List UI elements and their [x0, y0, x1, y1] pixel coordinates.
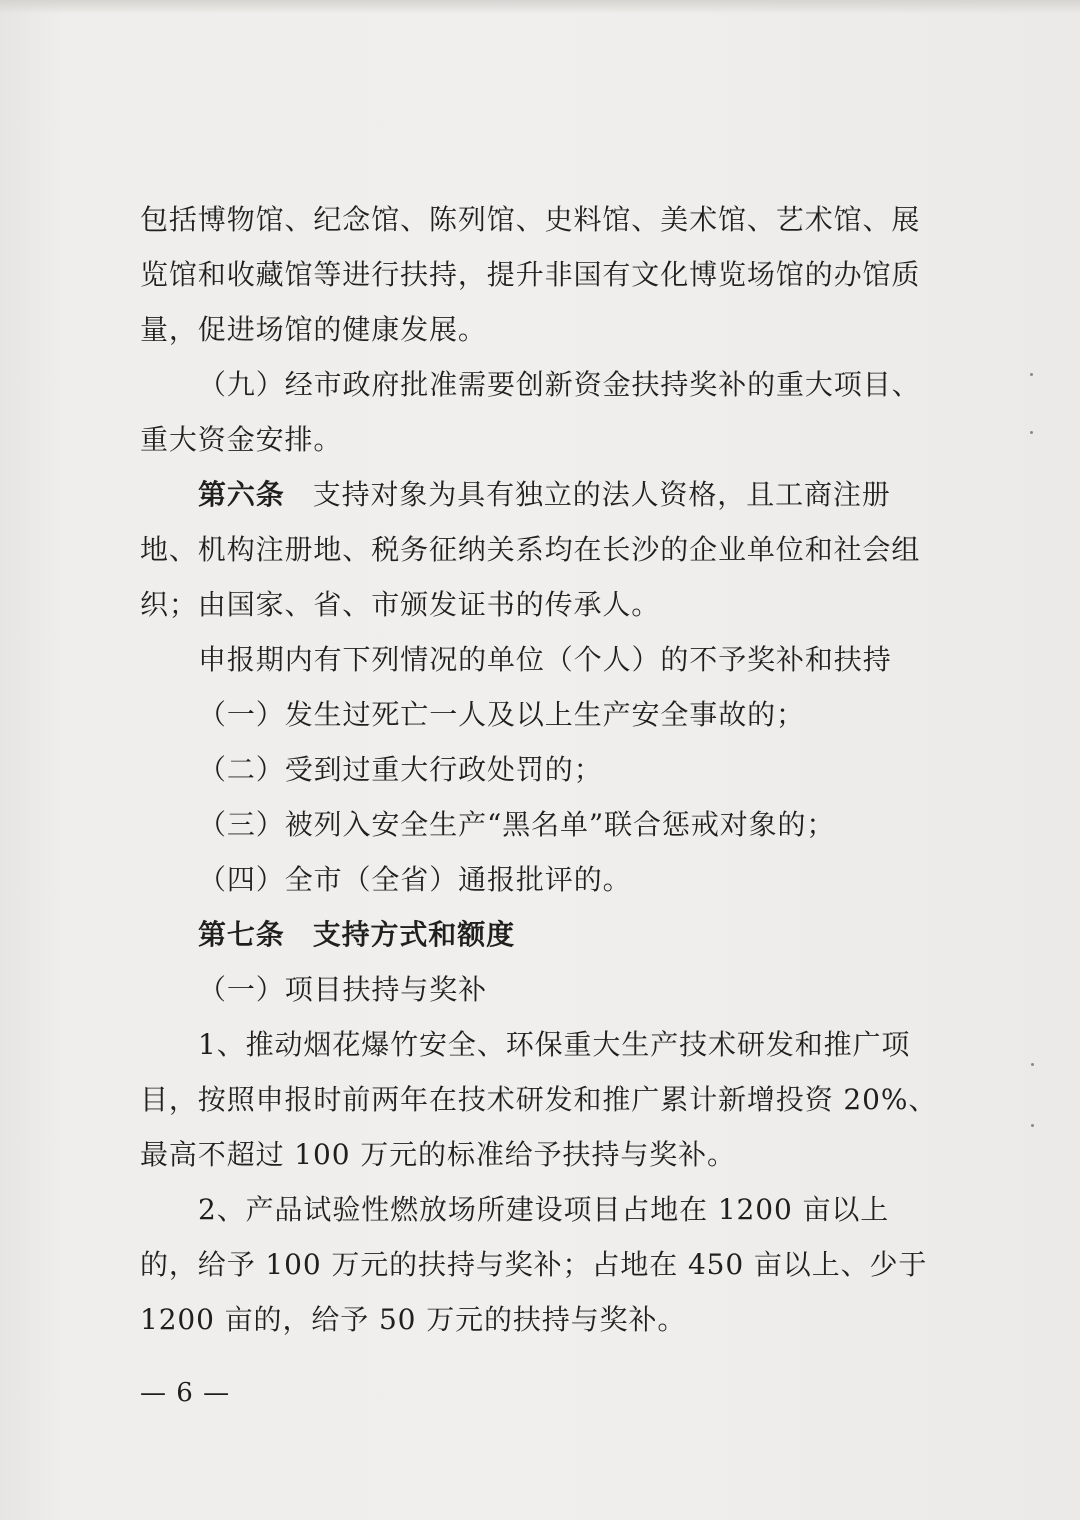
exclusion-item-3: （三）被列入安全生产“黑名单”联合惩戒对象的； [198, 808, 836, 841]
section-1-title: （一）项目扶持与奖补 [198, 973, 488, 1006]
article-7 [140, 907, 940, 962]
clause-1: 1、推动烟花爆竹安全、环保重大生产技术研发和推广项目，按照申报时前两年在技术研发和推广累计新增投资 20%、最高不超过 100 万元的标准给予扶持与奖补。 [140, 1028, 938, 1171]
scan-speck [1031, 1063, 1034, 1066]
exclusion-item-4: （四）全市（全省）通报批评的。 [198, 863, 632, 896]
scan-speck [1031, 1124, 1034, 1127]
exclusion-intro: 申报期内有下列情况的单位（个人）的不予奖补和扶持 [198, 643, 892, 676]
article-6-label: 第六条 [198, 478, 285, 511]
article-7-text: 支持方式和额度 [312, 918, 516, 951]
article-7-label: 第七条 [198, 918, 285, 951]
paragraph-item-9: （九）经市政府批准需要创新资金扶持奖补的重大项目、重大资金安排。 [140, 368, 921, 456]
document-body [140, 192, 940, 1347]
paragraph-continuation: 包括博物馆、纪念馆、陈列馆、史料馆、美术馆、艺术馆、展览馆和收藏馆等进行扶持，提升非国有文化博览场馆的办馆质量，促进场馆的健康发展。 [140, 203, 921, 346]
scan-edge-shadow [0, 0, 1080, 14]
scan-speck [1030, 373, 1033, 376]
article-6 [140, 467, 940, 632]
clause-2: 2、产品试验性燃放场所建设项目占地在 1200 亩以上的，给予 100 万元的扶持与奖补；占地在 450 亩以上、少于 1200 亩的，给予 50 万元的扶持与奖补。 [140, 1193, 938, 1336]
scan-speck [1030, 431, 1033, 434]
article-6-text: 支持对象为具有独立的法人资格，且工商注册地、机构注册地、税务征纳关系均在长沙的企业单位和社会组织；由国家、省、市颁发证书的传承人。 [140, 478, 921, 621]
exclusion-item-1: （一）发生过死亡一人及以上生产安全事故的； [198, 698, 805, 731]
exclusion-item-2: （二）受到过重大行政处罚的； [198, 753, 603, 786]
page-number: — 6 — [140, 1378, 231, 1408]
